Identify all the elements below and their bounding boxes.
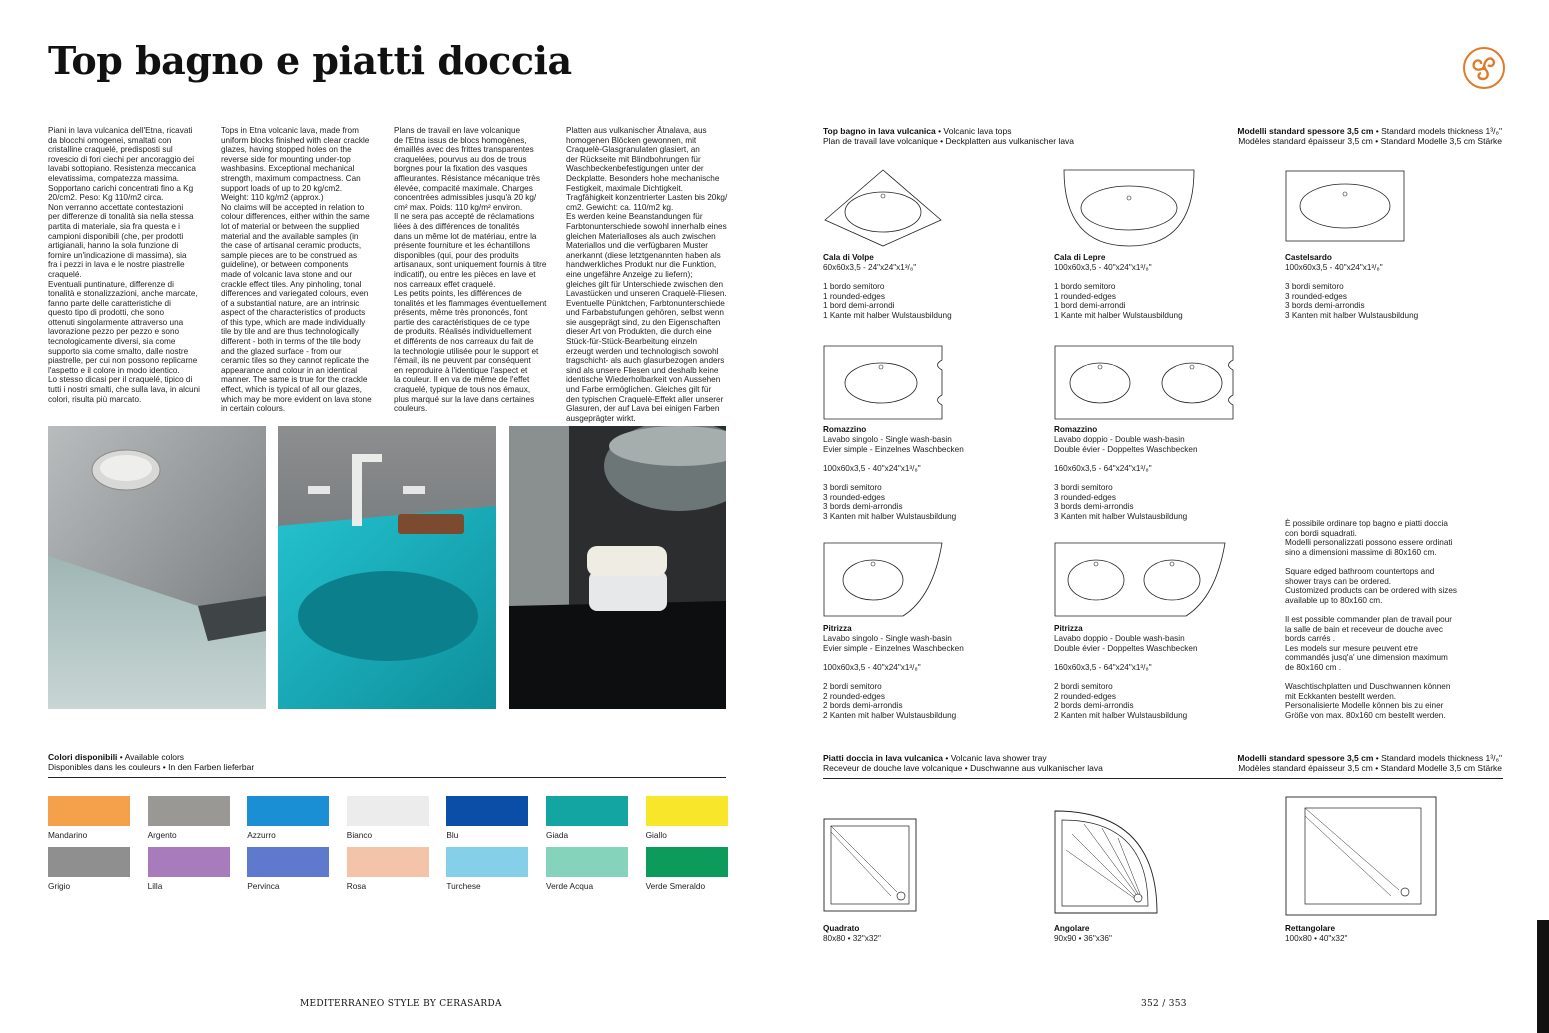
product-name: Rettangolare — [1285, 924, 1336, 933]
product-name: Quadrato — [823, 924, 860, 933]
color-swatch-label: Rosa — [346, 881, 367, 891]
color-swatch-label: Blu — [446, 830, 459, 840]
cala-di-lepre-drawing — [1054, 168, 1204, 248]
color-swatch-label: Bianco — [346, 830, 373, 840]
product-pitrizza-single — [823, 624, 1023, 720]
tops-standard-models-sub: Modèles standard épaisseur 3,5 cm • Standard Modelle 3,5 cm Stärke — [1238, 136, 1502, 146]
color-swatch — [247, 847, 329, 877]
triskelion-logo-icon — [1462, 46, 1506, 90]
product-name: Pitrizza — [1054, 624, 1083, 633]
intro-text-german: Platten aus vulkanischer Ätnalava, aus homogenen Blöcken gewonnen, mit Craquelè-Glasgranulaten glasiert, an der Rückseite mit Blindbohrungen für Waschbeckenbefestigungen unter der Deckplatte. Besonders hohe mechanische Festigkeit, maximale Dichtigkeit. Tragfähigkeit konzentrierter Lasten bis 20kg/ cm2. Gewicht: ca. 110/m2 kg. Es werden keine Beanstandungen für Farbtonunterschiede sowohl innerhalb eines gleichen Materialloses als auch zwischen Materiallos und die verfügbaren Muster anerkannt (diese letztgenannten haben als handwerkliches Produkt nur die Funktion, eine ungefähre Anzeige zu liefern); gleiches gilt für Unterschiede zwischen den Lavastücken und unseren Craquelè-Fliesen. Eventuelle Pünktchen, Farbtonunterschiede und Farbabstufungen gehören, selbst wenn sie ausgeprägt sind, zu den Eigenschaften dieser Art von Produkten, die durch eine Stück-für-Stück-Bearbeitung einzeln erzeugt werden und technologisch sowohl tragschicht- als auch glasurbezogen anders sind als unsere Fliesen und deshalb keine identische Wiederholbarkeit von Aussehen und Farbe ermöglichen. Gleiches gilt für den typischen Craquelè-Effekt aller unserer Glasuren, der auf Lava bei einigen Farben ausgeprägter wirkt. — [566, 126, 728, 423]
intro-text-english: Tops in Etna volcanic lava, made from uniform blocks finished with clear crackle glazes, having stopped holes on the reverse side for mounting under-top washbasins. Exceptional mechanical strength, maximum compactness. Can support loads of up to 20 kg/cm2. Weight: 110 kg/m2 (approx.) No claims will be accepted in relation to colour differences, either within the same lot of material or between the supplied material and the available samples (in the case of artisanal ceramic products, sample pieces are to be construed as guideline), or between components made of volcanic lava stone and our crackle effect tiles. Any pinholing, tonal differences and variegated colours, even of a substantial nature, are an intrinsic aspect of the characteristics of products of this type, which are made individually tile by tile and are thus technologically different - both in terms of the tile body and the glazed surface - from our ceramic tiles so they cannot replicate the appearance and colour in an identical manner. The same is true for the crackle effect, which is typical of all our glazes, which may be more evident on lava stone in certain colours. — [221, 126, 372, 414]
color-swatch — [48, 847, 130, 877]
product-rettangolare — [1285, 924, 1445, 944]
product-angolare — [1054, 924, 1214, 944]
page-numbers: 352 / 353 — [1141, 999, 1187, 1009]
romazzino-single-drawing — [823, 345, 943, 420]
color-swatch-label: Verde Smeraldo — [645, 881, 706, 891]
quadrato-tray-drawing — [823, 818, 917, 912]
product-details: 80x80 • 32"x32" — [823, 934, 881, 943]
color-swatch — [347, 796, 429, 826]
color-swatch — [546, 847, 628, 877]
color-swatch — [546, 796, 628, 826]
color-swatch — [48, 796, 130, 826]
product-details: 60x60x3,5 - 24"x24"x1³/₈" 1 bordo semitoro 1 rounded-edges 1 bord demi-arrondi 1 Kante mit halber Wulstausbildung — [823, 263, 952, 320]
product-name: Romazzino — [1054, 425, 1098, 434]
color-swatch — [148, 847, 230, 877]
colors-heading: Colori disponibili • Available colors — [48, 752, 185, 762]
cala-di-volpe-drawing — [823, 168, 943, 248]
product-name: Angolare — [1054, 924, 1090, 933]
rettangolare-tray-drawing — [1285, 796, 1437, 916]
color-swatch-label: Pervinca — [247, 881, 280, 891]
trays-standard-models-sub: Modèles standard épaisseur 3,5 cm • Standard Modelle 3,5 cm Stärke — [1238, 763, 1502, 773]
intro-text-french: Plans de travail en lave volcanique de l'Etna issus de blocs homogènes, émaillés avec des frittes transparentes craquelées, pourvus au dos de trous borgnes pour la fixation des vasques affleurantes. Résistance mécanique très élevée, compacité maximale. Charges concentrées admissibles jusqu'à 20 kg/ cm² max. Poids: 110 kg/m² environ. Il ne sera pas accepté de réclamations liées à des différences de tonalités dans un même lot de matériau, entre la présente fourniture et les échantillons disponibles (qui, pour des produits artisanaux, sont uniquement fournis à titre indicatif), ou entre les pièces en lave et nos carreaux effet craquelé. Les petits points, les différences de tonalités et les flammages éventuellement présents, même très prononcés, font partie des caractéristiques de ce type de produits. Réalisés individuellement et différents de nos carreaux du fait de la technologie utilisée pour le support et l'émail, ils ne peuvent par conséquent en reproduire à l'identique l'aspect et la couleur. Il en va de même de l'effet craquelé, typique de tous nos émaux, plus marqué sur la lave dans certaines couleurs. — [394, 126, 547, 414]
product-details: 90x90 • 36"x36" — [1054, 934, 1112, 943]
page-title: Top bagno e piatti doccia — [48, 38, 572, 83]
product-quadrato — [823, 924, 983, 944]
pitrizza-double-drawing — [1054, 542, 1226, 617]
colors-subheading: Disponibles dans les couleurs • In den Farben lieferbar — [48, 762, 255, 772]
product-details: Lavabo singolo - Single wash-basin Evier simple - Einzelnes Waschbecken 100x60x3,5 - 40"x24"x1³/₈" 3 bordi semitoro 3 rounded-edges 3 bords demi-arrondis 3 Kanten mit halber Wulstausbildung — [823, 435, 964, 521]
color-swatch — [446, 847, 528, 877]
turquoise-countertop-photo — [278, 426, 496, 709]
color-swatch — [646, 796, 728, 826]
intro-text-italian: Piani in lava vulcanica dell'Etna, ricavati da blocchi omogenei, smaltati con cristalline craquelé, predisposti sul rovescio di fori ciechi per ancoraggio dei lavabi sottopiano. Resistenza meccanica elevatissima, compatezza massima. Sopportano carichi concentrati fino a Kg 20/cm2. Peso: Kg 110/m2 circa. Non verranno accettate contestazioni per differenze di tonalità sia nella stessa partita di materiale, sia fra questa e i campioni disponibili (che, per prodotti artigianali, hanno la sola funzione di fornire un'indicazione di massima), sia fra i pezzi in lava e le nostre piastrelle craquelé. Eventuali puntinature, differenze di tonalità e stonalizzazioni, anche marcate, fanno parte delle caratteristiche di questo tipo di prodotti, che sono ottenuti singolarmente attraverso una lavorazione pezzo per pezzo e sono tecnologicamente diversi, sia come supporto sia come smalto, dalle nostre piastrelle, per cui non possono replicarne l'aspetto e il colore in modo identico. Lo stesso dicasi per il craquelé, tipico di tutti i nostri smalti, che sulla lava, in alcuni colori, risulta più marcato. — [48, 126, 200, 404]
color-swatch-label: Lilla — [147, 881, 163, 891]
product-pitrizza-double — [1054, 624, 1254, 720]
color-swatch — [148, 796, 230, 826]
tops-heading: Top bagno in lava vulcanica • Volcanic lava tops — [823, 126, 1012, 136]
product-details: Lavabo doppio - Double wash-basin Double évier - Doppeltes Waschbecken 160x60x3,5 - 64"x24"x1³/₈" 2 bordi semitoro 2 rounded-edges 2 bords demi-arrondis 2 Kanten mit halber Wulstausbildung — [1054, 634, 1198, 720]
product-details: Lavabo doppio - Double wash-basin Double évier - Doppeltes Waschbecken 160x60x3,5 - 64"x24"x1³/₈" 3 bordi semitoro 3 rounded-edges 3 bords demi-arrondis 3 Kanten mit halber Wulstausbildung — [1054, 435, 1198, 521]
color-swatch-label: Mandarino — [48, 830, 88, 840]
color-swatch — [646, 847, 728, 877]
product-name: Romazzino — [823, 425, 867, 434]
castelsardo-drawing — [1285, 170, 1405, 242]
pitrizza-single-drawing — [823, 542, 943, 617]
product-cala-di-lepre — [1054, 253, 1254, 321]
tops-subheading: Plan de travail lave volcanique • Deckplatten aus vulkanischer lava — [823, 136, 1075, 146]
product-castelsardo — [1285, 253, 1485, 321]
product-name: Cala di Lepre — [1054, 253, 1106, 262]
product-name: Pitrizza — [823, 624, 852, 633]
color-swatch-label: Grigio — [48, 881, 71, 891]
section-tab-marker — [1537, 920, 1549, 1033]
color-swatch-label: Giallo — [645, 830, 667, 840]
product-name: Castelsardo — [1285, 253, 1332, 262]
color-swatch — [446, 796, 528, 826]
product-romazzino-double — [1054, 425, 1254, 521]
angolare-tray-drawing — [1054, 810, 1158, 914]
product-details: 100x60x3,5 - 40"x24"x1³/₈" 3 bordi semitoro 3 rounded-edges 3 bords demi-arrondis 3 Kanten mit halber Wulstausbildung — [1285, 263, 1419, 320]
color-swatch-label: Turchese — [446, 881, 481, 891]
trays-divider — [823, 778, 1503, 779]
color-swatch — [247, 796, 329, 826]
black-countertop-bowl-photo — [509, 426, 726, 709]
custom-models-note: È possibile ordinare top bagno e piatti doccia con bordi squadrati. Modelli personalizzati possono essere ordinati sino a dimensioni massime di 80x160 cm. Square edged bathroom countertops and shower trays can be ordered. Customized products can be ordered with sizes available up to 80x160 cm. Il est possible commander plan de travail pour la salle de bain et receveur de douche avec bords carrés . Les models sur mesure peuvent etre commandés jusq'a' une dimension maximum de 80x160 cm . Waschtischplatten und Duschwannen können mit Eckkanten bestellt werden. Personalisierte Modelle können bis zu einer Größe von max. 80x160 cm bestellt werden. — [1285, 519, 1458, 720]
product-cala-di-volpe — [823, 253, 1023, 321]
footer-brand: MEDITERRANEO STYLE BY CERASARDA — [300, 999, 502, 1009]
color-swatch — [347, 847, 429, 877]
color-swatch-label: Verde Acqua — [546, 881, 594, 891]
trays-standard-models: Modelli standard spessore 3,5 cm • Standard models thickness 1³/₈" — [1237, 753, 1502, 763]
tops-standard-models: Modelli standard spessore 3,5 cm • Standard models thickness 1³/₈" — [1237, 126, 1502, 136]
product-romazzino-single — [823, 425, 1023, 521]
product-name: Cala di Volpe — [823, 253, 874, 262]
lava-shower-tray-photo — [48, 426, 266, 709]
color-swatch-label: Giada — [546, 830, 569, 840]
romazzino-double-drawing — [1054, 345, 1234, 420]
colors-divider — [48, 777, 726, 778]
color-swatch-label: Azzurro — [247, 830, 276, 840]
product-details: Lavabo singolo - Single wash-basin Evier simple - Einzelnes Waschbecken 100x60x3,5 - 40"x24"x1³/₈" 2 bordi semitoro 2 rounded-edges 2 bords demi-arrondis 2 Kanten mit halber Wulstausbildung — [823, 634, 964, 720]
trays-heading: Piatti doccia in lava vulcanica • Volcanic lava shower tray — [823, 753, 1047, 763]
color-swatch-label: Argento — [147, 830, 177, 840]
product-details: 100x60x3,5 - 40"x24"x1³/₈" 1 bordo semitoro 1 rounded-edges 1 bord demi-arrondi 1 Kante mit halber Wulstausbildung — [1054, 263, 1183, 320]
product-details: 100x80 • 40"x32" — [1285, 934, 1348, 943]
trays-subheading: Receveur de douche lave volcanique • Duschwanne aus vulkanischer lava — [823, 763, 1103, 773]
